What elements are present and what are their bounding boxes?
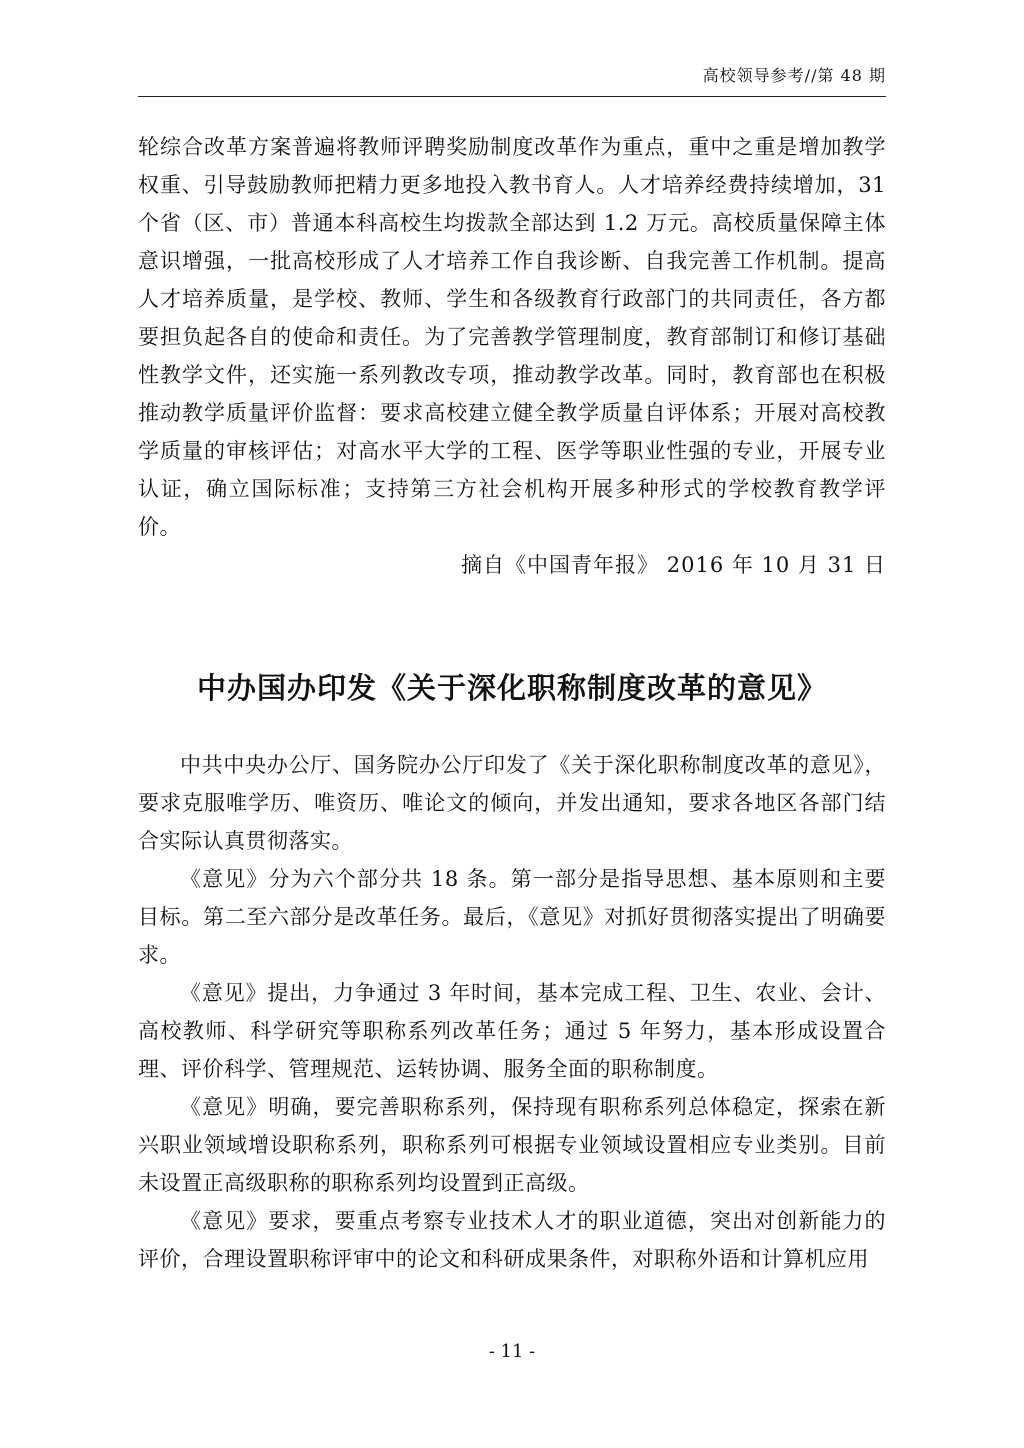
page-body: [138, 128, 886, 1278]
article-paragraph: 《意见》要求，要重点考察专业技术人才的职业道德，突出对创新能力的评价，合理设置职称评审中的论文和科研成果条件，对职称外语和计算机应用: [138, 1209, 886, 1271]
page-number: - 11 -: [488, 1341, 536, 1362]
article-paragraph: 中共中央办公厅、国务院办公厅印发了《关于深化职称制度改革的意见》，要求克服唯学历、唯资历、唯论文的倾向，并发出通知，要求各地区各部门结合实际认真贯彻落实。: [138, 753, 886, 853]
header-divider: [138, 96, 886, 97]
continued-paragraph: 轮综合改革方案普遍将教师评聘奖励制度改革作为重点，重中之重是增加教学权重、引导鼓励教师把精力更多地投入教书育人。人才培养经费持续增加，31个省（区、市）普通本科高校生均拨款全部达到 1.2 万元。高校质量保障主体意识增强，一批高校形成了人才培养工作自我诊断、自我完善工作机制。提高人才培养质量，是学校、教师、学生和各级教育行政部门的共同责任，各方都要担负起各自的使命和责任。为了完善教学管理制度，教育部制订和修订基础性教学文件，还实施一系列教改专项，推动教学改革。同时，教育部也在积极推动教学质量评价监督：要求高校建立健全教学质量自评体系；开展对高校教学质量的审核评估；对高水平大学的工程、医学等职业性强的专业，开展专业认证，确立国际标准；支持第三方社会机构开展多种形式的学校教育教学评价。: [138, 135, 886, 539]
article-paragraph: 《意见》提出，力争通过 3 年时间，基本完成工程、卫生、农业、会计、高校教师、科学研究等职称系列改革任务；通过 5 年努力，基本形成设置合理、评价科学、管理规范、运转协调、服务全面的职称制度。: [138, 981, 886, 1081]
article-paragraph: 《意见》明确，要完善职称系列，保持现有职称系列总体稳定，探索在新兴职业领域增设职称系列，职称系列可根据专业领域设置相应专业类别。目前未设置正高级职称的职称系列均设置到正高级。: [138, 1095, 886, 1195]
article-paragraph: 《意见》分为六个部分共 18 条。第一部分是指导思想、基本原则和主要目标。第二至六部分是改革任务。最后，《意见》对抓好贯彻落实提出了明确要求。: [138, 867, 886, 967]
source-citation: 摘自《中国青年报》 2016 年 10 月 31 日: [461, 553, 886, 577]
article-title: 中办国办印发《关于深化职称制度改革的意见》: [196, 671, 827, 705]
running-header: 高校领导参考//第 48 期: [702, 66, 886, 85]
